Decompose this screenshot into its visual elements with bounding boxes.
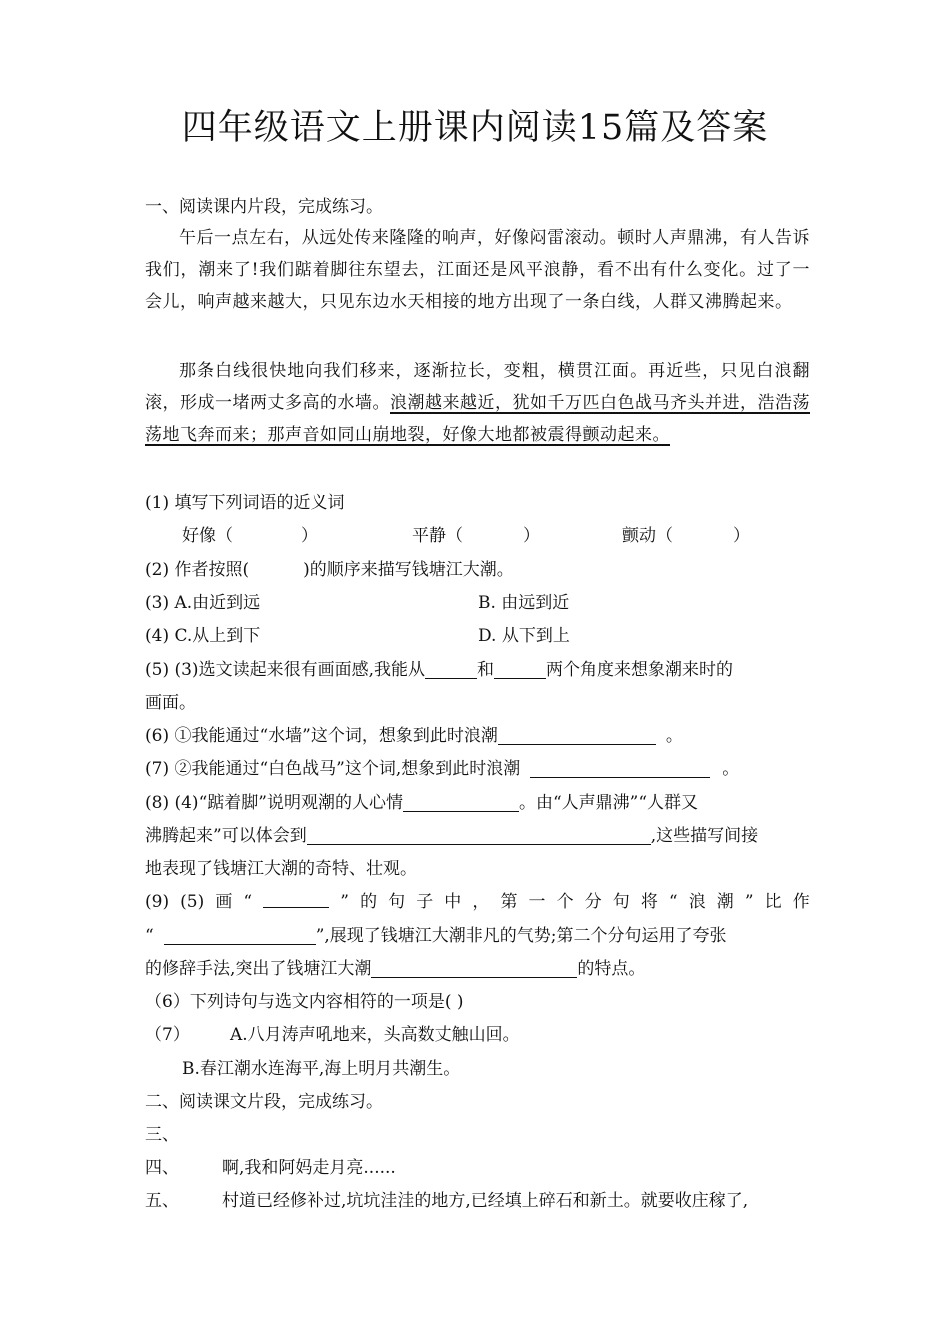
question-text: (2) 作者按照( )的顺序来描写钱塘江大潮。 <box>145 560 514 580</box>
answer-blank[interactable] <box>403 793 519 812</box>
section-number: 三、 <box>145 1125 179 1145</box>
section-number: 五、 <box>145 1191 179 1211</box>
question-text: 的修辞手法,突出了钱塘江大潮 的特点。 <box>145 959 646 979</box>
question-number: （7） <box>145 1025 190 1045</box>
option-b: B. 由远到近 <box>478 593 570 613</box>
answer-blank[interactable] <box>263 889 329 908</box>
question-text: (9) (5) 画 “ ” 的 句 子 中 ， 第 一 个 分 句 将 “ 浪 潮 ” 比 作 <box>145 889 810 915</box>
passage-paragraph <box>145 355 810 451</box>
answer-blank[interactable] <box>425 660 477 679</box>
question-text: 地表现了钱塘江大潮的奇特、壮观。 <box>145 859 417 879</box>
question-text: 画面。 <box>145 693 196 713</box>
question-text: (7) ②我能通过“白色战马”这个词,想象到此时浪潮 。 <box>145 759 740 779</box>
question-text: (8) (4)“踮着脚”说明观潮的人心情 。由“人声鼎沸”“人群又 <box>145 793 699 813</box>
answer-blank[interactable] <box>307 826 651 845</box>
option-d: D. 从下到上 <box>478 626 570 646</box>
answer-blank[interactable] <box>494 660 546 679</box>
question-text: 沸腾起来”可以体会到 ,这些描写间接 <box>145 826 759 846</box>
answer-blank[interactable] <box>498 726 656 745</box>
document-title: 四年级语文上册课内阅读15篇及答案 <box>181 108 769 148</box>
question-text: (6) ①我能通过“水墙”这个词，想象到此时浪潮 。 <box>145 726 683 746</box>
option-c: (4) C.从上到下 <box>145 626 261 646</box>
question-text: “ ”,展现了钱塘江大潮非凡的气势;第二个分句运用了夸张 <box>145 926 727 946</box>
option-a: (3) A.由近到远 <box>145 593 261 613</box>
answer-blank[interactable] <box>164 926 316 945</box>
section-heading: 二、阅读课文片段，完成练习。 <box>145 1092 383 1112</box>
answer-blank[interactable] <box>371 959 577 978</box>
section-number: 四、 <box>145 1158 179 1178</box>
option-b: B.春江潮水连海平,海上明月共潮生。 <box>182 1059 461 1079</box>
passage-text: 那条白线很快地向我们移来，逐渐拉长，变粗，横贯江面。再近些，只见白浪翻滚，形成一堵两丈多高的水墙。 <box>145 361 810 413</box>
synonym-item: 好像（ ） <box>182 526 318 546</box>
section-heading: 一、阅读课内片段，完成练习。 <box>145 197 383 217</box>
option-a: A.八月涛声吼地来，头高数丈触山回。 <box>230 1025 520 1045</box>
underlined-sentence: 浪潮越来越近，犹如千万匹白色战马齐头并进，浩浩荡荡地飞奔而来；那声音如同山崩地裂，好像大地都被震得颤动起来。 <box>145 393 810 445</box>
synonym-item: 颤动（ ） <box>622 526 750 546</box>
question-text: (5) (3)选文读起来很有画面感,我能从 和 两个角度来想象潮来时的 <box>145 660 733 680</box>
passage-text: 村道已经修补过,坑坑洼洼的地方,已经填上碎石和新土。就要收庄稼了, <box>222 1191 749 1211</box>
question-text: (1) 填写下列词语的近义词 <box>145 493 345 513</box>
passage-paragraph: 午后一点左右，从远处传来隆隆的响声，好像闷雷滚动。顿时人声鼎沸，有人告诉我们，潮来了!我们踮着脚往东望去，江面还是风平浪静，看不出有什么变化。过了一会儿，响声越来越大，只见东边水天相接的地方出现了一条白线，人群又沸腾起来。 <box>145 228 810 312</box>
synonym-item: 平静（ ） <box>412 526 540 546</box>
question-text: （6）下列诗句与选文内容相符的一项是( ) <box>145 992 464 1012</box>
passage-text: 啊,我和阿妈走月亮...... <box>222 1158 396 1178</box>
answer-blank[interactable] <box>530 759 710 778</box>
